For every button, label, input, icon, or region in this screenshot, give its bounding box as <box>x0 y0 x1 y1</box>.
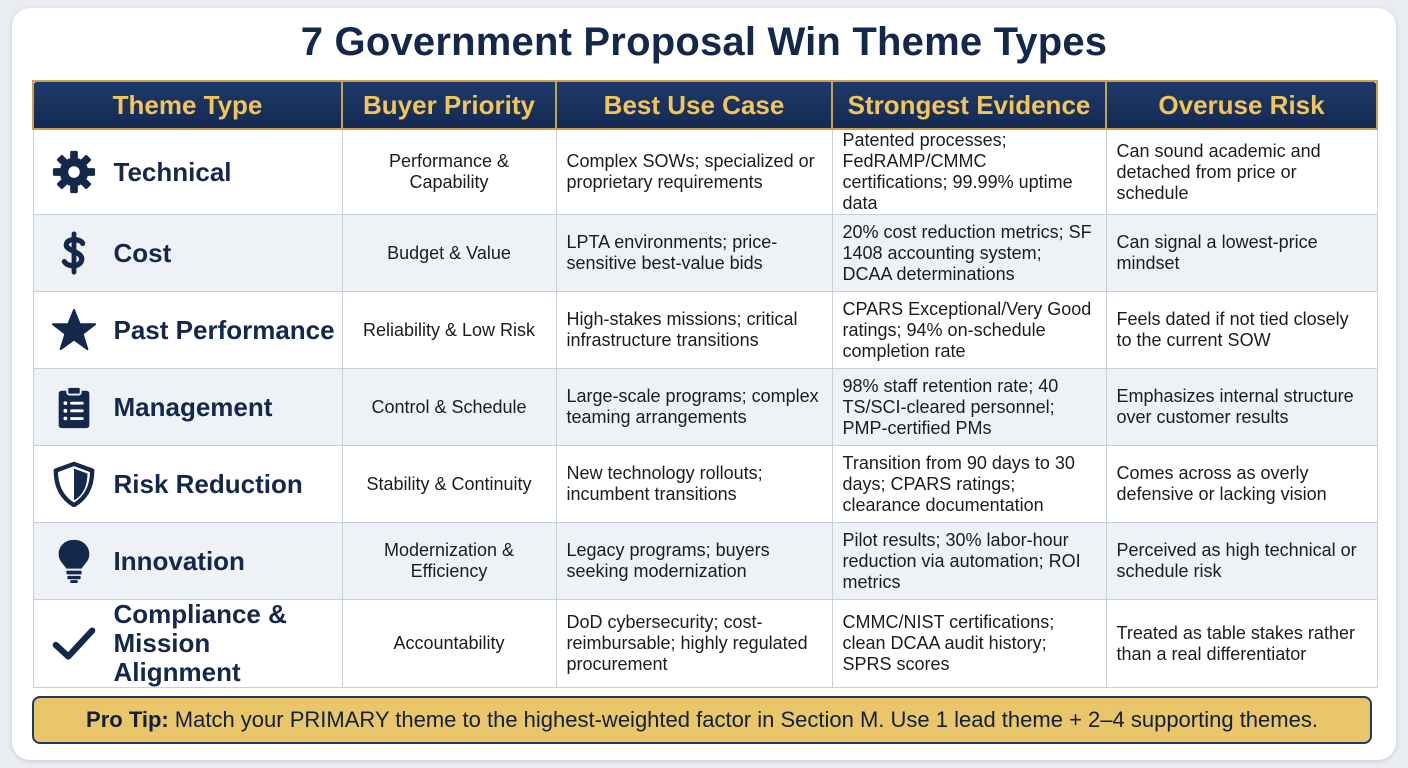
theme-name: Cost <box>113 237 172 268</box>
header-best-use-case: Best Use Case <box>556 81 832 129</box>
buyer-priority-cell: Modernization & Efficiency <box>342 523 556 600</box>
best-use-case-cell: Complex SOWs; specialized or proprietary requirements <box>556 129 832 215</box>
theme-name: Risk Reduction <box>113 468 303 499</box>
strongest-evidence-cell: Patented processes; FedRAMP/CMMC certifications; 99.99% uptime data <box>832 129 1106 215</box>
theme-name: Compliance & Mission Alignment <box>113 599 287 687</box>
table-row <box>33 129 1377 215</box>
theme-name: Management <box>113 391 273 422</box>
best-use-case-cell: DoD cybersecurity; cost-reimbursable; highly regulated procurement <box>556 600 832 688</box>
strongest-evidence-cell: CPARS Exceptional/Very Good ratings; 94% on-schedule completion rate <box>832 292 1106 369</box>
buyer-priority-cell: Performance & Capability <box>342 129 556 215</box>
strongest-evidence-cell: Transition from 90 days to 30 days; CPARS ratings; clearance documentation <box>832 446 1106 523</box>
strongest-evidence-cell: 98% staff retention rate; 40 TS/SCI-cleared personnel; PMP-certified PMs <box>832 369 1106 446</box>
buyer-priority-cell: Accountability <box>342 600 556 688</box>
overuse-risk-cell: Comes across as overly defensive or lacking vision <box>1106 446 1377 523</box>
table-row <box>33 523 1377 600</box>
best-use-case-cell: New technology rollouts; incumbent transitions <box>556 446 832 523</box>
overuse-risk-cell: Can signal a lowest-price mindset <box>1106 215 1377 292</box>
header-buyer-priority: Buyer Priority <box>342 81 556 129</box>
star-icon <box>50 306 98 354</box>
table-row <box>33 369 1377 446</box>
gear-icon <box>50 148 98 196</box>
overuse-risk-cell: Emphasizes internal structure over customer results <box>1106 369 1377 446</box>
theme-type-cell <box>33 446 342 523</box>
pro-tip-banner <box>32 696 1372 744</box>
checkmark-icon <box>50 620 98 668</box>
lightbulb-icon <box>50 537 98 585</box>
best-use-case-cell: Large-scale programs; complex teaming arrangements <box>556 369 832 446</box>
clipboard-icon <box>50 383 98 431</box>
buyer-priority-cell: Budget & Value <box>342 215 556 292</box>
win-theme-table <box>32 80 1378 688</box>
theme-type-cell <box>33 215 342 292</box>
best-use-case-cell: Legacy programs; buyers seeking modernization <box>556 523 832 600</box>
table-row <box>33 215 1377 292</box>
best-use-case-cell: LPTA environments; price-sensitive best-value bids <box>556 215 832 292</box>
theme-name: Technical <box>113 156 232 187</box>
page-title: 7 Government Proposal Win Theme Types <box>300 20 1108 64</box>
overuse-risk-cell: Feels dated if not tied closely to the current SOW <box>1106 292 1377 369</box>
best-use-case-cell: High-stakes missions; critical infrastructure transitions <box>556 292 832 369</box>
pro-tip-label: Pro Tip: <box>86 707 169 732</box>
win-theme-table-container <box>32 80 1376 688</box>
header-theme-type: Theme Type <box>33 81 342 129</box>
header-strongest-evidence: Strongest Evidence <box>832 81 1106 129</box>
table-header-row <box>33 81 1377 129</box>
buyer-priority-cell: Control & Schedule <box>342 369 556 446</box>
theme-name: Innovation <box>113 545 245 576</box>
pro-tip-text: Match your PRIMARY theme to the highest-weighted factor in Section M. Use 1 lead theme + 2–4 supporting themes. <box>174 707 1318 732</box>
dollar-icon <box>50 229 98 277</box>
strongest-evidence-cell: Pilot results; 30% labor-hour reduction via automation; ROI metrics <box>832 523 1106 600</box>
theme-type-cell <box>33 600 342 688</box>
header-overuse-risk: Overuse Risk <box>1106 81 1377 129</box>
buyer-priority-cell: Reliability & Low Risk <box>342 292 556 369</box>
table-row <box>33 600 1377 688</box>
buyer-priority-cell: Stability & Continuity <box>342 446 556 523</box>
strongest-evidence-cell: 20% cost reduction metrics; SF 1408 accounting system; DCAA determinations <box>832 215 1106 292</box>
theme-type-cell <box>33 369 342 446</box>
theme-type-cell <box>33 129 342 215</box>
overuse-risk-cell: Can sound academic and detached from price or schedule <box>1106 129 1377 215</box>
table-row <box>33 292 1377 369</box>
overuse-risk-cell: Treated as table stakes rather than a real differentiator <box>1106 600 1377 688</box>
shield-icon <box>50 460 98 508</box>
theme-type-cell <box>33 292 342 369</box>
theme-name: Past Performance <box>113 314 335 345</box>
strongest-evidence-cell: CMMC/NIST certifications; clean DCAA audit history; SPRS scores <box>832 600 1106 688</box>
table-row <box>33 446 1377 523</box>
theme-type-cell <box>33 523 342 600</box>
overuse-risk-cell: Perceived as high technical or schedule risk <box>1106 523 1377 600</box>
